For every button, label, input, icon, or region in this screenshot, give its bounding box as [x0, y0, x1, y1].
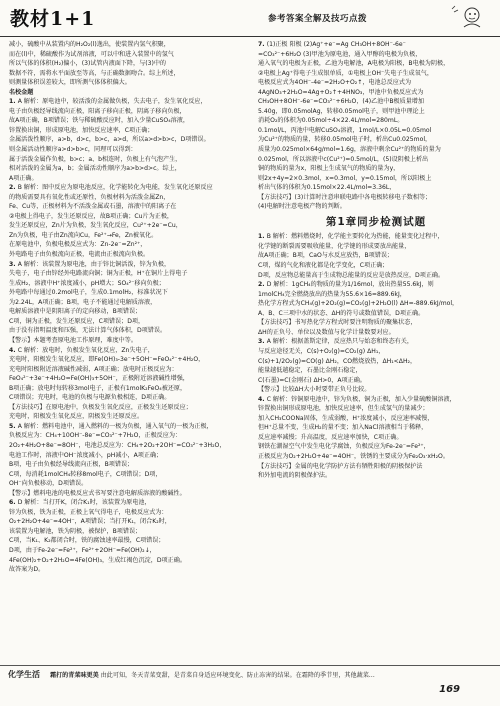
line-text: 【方法技巧】金属的电化学防护方法有牺牲阳极的阴极保护法: [258, 462, 423, 470]
text-line: [258, 107, 494, 116]
text-line: [258, 50, 494, 59]
text-line: [258, 299, 494, 308]
text-line: [9, 517, 245, 526]
text-line: [9, 556, 245, 565]
text-line: [258, 251, 494, 260]
right-column-top: [258, 40, 494, 211]
footer-body: 由此可知，冬天青菜变甜，是青菜自身适应环境变化、防止冻害的结果。在霜降的季节里，其他蔬菜…: [100, 672, 375, 679]
left-column: [9, 40, 245, 575]
text-line: [9, 451, 245, 460]
text-line: [258, 97, 494, 106]
text-line: [9, 183, 245, 192]
text-line: [9, 288, 245, 297]
line-text: 铜的物质的量为x，阳极上生成氧气的物质的量为y，: [258, 165, 400, 173]
cartoon-ornament-icon: [444, 3, 488, 33]
line-text: 为Cu²⁺的物质的量，转移0.05mol电子时，析出Cu0.025mol，: [258, 136, 432, 144]
text-line: [9, 527, 245, 536]
text-line: [258, 202, 494, 211]
text-line: [258, 155, 494, 164]
item-label: 3.: [9, 260, 18, 268]
text-line: [9, 69, 245, 78]
text-line: [9, 202, 245, 211]
text-line: [9, 231, 245, 240]
right-column: [258, 40, 494, 481]
line-text: 【警示】燃料电池的电极反应式书写要注意电解质溶液的酸碱性。: [9, 489, 186, 497]
line-text: 加入CH₃COONa固体，生成弱酸，H⁺浓度减小，反应速率减慢，: [258, 414, 434, 422]
line-text: 消耗O₂的体积为0.05mol÷4×22.4L/mol=280mL。: [258, 117, 404, 125]
line-text: 0.1mol/L，丙池中电解CuSO₄溶液，1mol/L×0.05L=0.05mol: [258, 126, 432, 134]
line-text: ②电极上得电子，发生还原反应，故B项正确；Cu片为正极，: [9, 212, 174, 220]
text-line: [9, 135, 245, 144]
line-text: 电解质溶液中是阴阳离子的定向移动，B项错误；: [9, 308, 142, 316]
text-line: [258, 442, 494, 451]
line-text: 锌置换出铜，形成原电池，加快反应速率，C项正确；: [9, 126, 154, 134]
line-text: 反应速率减慢；升高温度，反应速率加快，C项正确。: [258, 433, 403, 441]
line-text: 4AgNO₃+2H₂O=4Ag+O₂↑+4HNO₃，甲池中负极反应式为: [258, 88, 424, 96]
item-label: 1.: [258, 233, 267, 241]
item-label: 名校金题: [9, 88, 34, 96]
line-text: 为2.24L，A项正确；B项，电子不能通过电解质溶液，: [9, 298, 157, 306]
text-line: [9, 107, 245, 116]
line-text: A 解析：该装置为原电池，由于锌比铜活泼，锌为负极，: [17, 260, 171, 268]
line-text: 而在(l)中，稀硫酸作为试剂溶液，可以中和进入装置中的氢气: [9, 50, 174, 58]
line-text: D 解析：1gCH₄的物质的量为1/16mol，放出热量55.6kJ，则: [266, 281, 434, 289]
text-line: [258, 347, 494, 356]
line-text: 1molCH₄完全燃烧放出的热量为55.6×16=889.6kJ，: [258, 290, 406, 298]
line-text: 电子由负极经导线流向正极，阳离子移向正极，阴离子移向负极，: [9, 107, 186, 115]
header-title: 参考答案全解及技巧点拨: [268, 14, 368, 24]
line-text: Fe、Cu等，正极材料为不活泼金属或石墨，溶液中的阳离子在: [9, 203, 177, 211]
line-text: 充电时，阳极发生氧化反应，即Fe(OH)₃-3e⁻+5OH⁻=FeO₄²⁻+4H₂O，: [9, 356, 205, 364]
text-line: [9, 250, 245, 259]
text-line: [9, 317, 245, 326]
line-text: 充电时，阳极发生氧化反应，阴极发生还原反应。: [9, 413, 144, 421]
line-text: 生成H₂，溶液中H⁺浓度减小，pH增大；SO₄²⁻移向负极；: [9, 279, 165, 287]
text-line: [258, 193, 494, 202]
text-line: [258, 183, 494, 192]
line-text: 属于活泼金属作负极，b>c；a、b相连时，负极上有气泡产生，: [9, 155, 182, 163]
item-label: 1.: [9, 98, 18, 106]
text-line: [9, 365, 245, 374]
line-text: C项，每消耗1molCH₄转移8mol电子，C项错误；D项，: [9, 470, 162, 478]
text-line: [9, 346, 245, 355]
line-text: 故A项正确；B项，CaO与水反应放热，B项错误；: [258, 252, 394, 260]
line-text: 【方法技巧】书写热化学方程式时要注明物质的聚集状态，: [258, 319, 417, 327]
line-text: 【方法技巧】(3)计算时注意串联电路中各电极转移电子数相等；: [258, 193, 432, 201]
line-text: 析出气体的体积为0.15mol×22.4L/mol=3.36L，: [258, 184, 396, 192]
text-line: [258, 328, 494, 337]
text-line: [258, 126, 494, 135]
line-text: 但H⁺总量不变，生成H₂的量不变；加入NaCl溶液相当于稀释，: [258, 424, 428, 432]
line-text: B项正确；放电时每转移3mol电子，正极有1molK₂FeO₄被还原，: [9, 384, 187, 392]
line-text: 电极反应式为4OH⁻-4e⁻=2H₂O+O₂↑，电池总反应式为: [258, 79, 412, 87]
line-text: 充电时阳极附近溶液碱性减弱，A项正确；放电时正极反应为：: [9, 365, 178, 373]
text-line: [9, 479, 245, 488]
line-text: 电池工作时，溶液中OH⁻浓度减小，pH减小，A项正确；: [9, 451, 163, 459]
line-text: 质量为0.025mol×64g/mol=1.6g，溶液中剩余Cu²⁺的物质的量为: [258, 146, 441, 154]
text-line: [9, 88, 245, 97]
text-line: [258, 385, 494, 394]
line-text: 由于没有指明温度和压强，无法计算气体体积，D项错误。: [9, 327, 167, 335]
line-text: D项，反应物总能量高于生成物总能量的反应是放热反应，D项正确。: [258, 271, 445, 279]
text-line: [9, 126, 245, 135]
line-text: 则金属活动性顺序a>d>b>c，同理可以得到：: [9, 146, 137, 154]
text-line: [258, 395, 494, 404]
line-text: 2O₂+4H₂O+8e⁻=8OH⁻，电池总反应为：CH₄+2O₂+2OH⁻=CO₃²⁻+3H₂O，: [9, 441, 226, 449]
text-line: [258, 261, 494, 270]
text-line: [9, 498, 245, 507]
text-line: [258, 290, 494, 299]
line-text: B项，电子由负极经导线流向正极，B项错误；: [9, 461, 134, 469]
text-line: [9, 489, 245, 498]
text-line: [9, 441, 245, 450]
line-text: =CO₃²⁻+6H₂O (3)甲池为原电池，通入甲醇的电极为负极，: [258, 50, 422, 58]
line-text: A、B、C三项中水的状态、ΔH的符号或数值错误，D项正确。: [258, 309, 425, 317]
line-text: C(石墨)=C(金刚石) ΔH>0，A项正确。: [258, 376, 366, 384]
footer-sidebar-text: [50, 671, 430, 680]
line-text: C项错误；充电时，电池的负极与电源负极相连，D项正确。: [9, 394, 171, 402]
line-text: 该装置为电解池，铁为阴极，被保护，B项错误；: [9, 527, 142, 535]
text-line: [9, 336, 245, 345]
text-line: [258, 471, 494, 480]
text-line: [9, 193, 245, 202]
text-line: [9, 508, 245, 517]
line-text: C项，铜为正极，发生还原反应，C项错误；D项，: [9, 317, 145, 325]
text-line: [9, 97, 245, 106]
line-text: 相对活泼的金属为a，b；金属活动性顺序为a>b>d>c。综上，: [9, 165, 181, 173]
line-text: C(s)+1/2O₂(g)=CO(g) ΔH₂，CO燃烧放热，ΔH₁<ΔH₂，: [258, 357, 417, 365]
item-label: 4.: [258, 395, 267, 403]
line-text: 锌为负极，铁为正极，正极上氧气得电子，电极反应式为：: [9, 508, 168, 516]
line-text: 锌置换出铜形成原电池，加快反应速率，但生成氢气的量减少；: [258, 405, 429, 413]
line-text: Zn为负极，电子由Zn流向Cu，Fe²⁺→Fe，Zn被氧化。: [9, 231, 158, 239]
text-line: [258, 280, 494, 289]
text-line: [9, 355, 245, 364]
section-title: 第1章同步检测试题: [325, 216, 427, 229]
text-line: [9, 470, 245, 479]
page-footer: [0, 665, 500, 706]
text-line: [258, 116, 494, 125]
line-text: (1)正极 阳极 (2)Ag⁺+e⁻=Ag CH₃OH+8OH⁻-6e⁻: [266, 41, 406, 48]
text-line: [9, 260, 245, 269]
text-line: [9, 374, 245, 383]
line-text: CH₃OH+8OH⁻-6e⁻=CO₃²⁻+6H₂O，(4)乙池中B极质量增加: [258, 98, 424, 106]
text-line: [9, 460, 245, 469]
line-text: C 解析：锌铜原电池中，锌为负极，铜为正极，加入少量硫酸铜溶液，: [266, 395, 456, 403]
text-line: [9, 116, 245, 125]
line-text: B 解析：图中反应为原电池反应，化学能转化为电能，发生氧化还原反应: [17, 184, 213, 192]
text-line: [258, 404, 494, 413]
page-number: 169: [439, 684, 460, 695]
text-line: [9, 384, 245, 393]
item-label: 2.: [258, 281, 267, 289]
text-line: [9, 40, 245, 49]
line-text: 化学键的断裂需要吸收能量，化学键的形成要放出能量，: [258, 242, 411, 250]
text-line: [258, 433, 494, 442]
line-text: 的物质需要具有氧化性或还原性，负极材料为活泼金属Zn，: [9, 193, 170, 201]
text-line: [258, 309, 494, 318]
text-line: [9, 546, 245, 555]
line-text: 外电路中每通过0.2mol电子，生成0.1molH₂，标准状况下: [9, 289, 168, 297]
page-header: [0, 0, 500, 37]
line-text: 减小，硫酸中从装置内的H₂O₂(l)逸出，使装置内氢气积聚，: [9, 41, 170, 48]
text-line: [9, 164, 245, 173]
text-line: [258, 59, 494, 68]
text-line: [258, 462, 494, 471]
line-text: 和外加电流的阴极保护法。: [258, 472, 332, 480]
line-text: 【方法技巧】在原电池中，负极发生氧化反应，正极发生还原反应；: [9, 403, 192, 411]
text-line: [258, 135, 494, 144]
text-line: [258, 414, 494, 423]
text-line: [9, 212, 245, 221]
line-text: 外电路电子由负极流向正极，电流由正极流向负极。: [9, 251, 150, 259]
line-text: (4)电解时注意电极产物的判断。: [258, 203, 346, 211]
line-text: 则2x+4y=2×0.3mol，x=0.3mol，y=0.15mol，所以阳极上: [258, 174, 432, 182]
text-line: [9, 307, 245, 316]
item-label: 6.: [9, 499, 18, 507]
line-text: A项正确。: [9, 174, 38, 182]
line-text: B 解析：燃料燃烧时，化学能主要转化为热能，能量变化过程中，: [266, 233, 444, 241]
line-text: A 解析：根据盖斯定律，反应热只与始态和终态有关，: [266, 338, 413, 346]
text-line: [258, 376, 494, 385]
right-column-bottom: [258, 232, 494, 480]
text-line: [258, 232, 494, 241]
line-text: C项，煤的气化和液化都是化学变化，C项正确；: [258, 262, 389, 270]
text-line: [258, 366, 494, 375]
line-text: 能量越低越稳定，石墨比金刚石稳定，: [258, 367, 362, 375]
text-line: [258, 78, 494, 87]
line-text: 发生还原反应，Zn片为负极，发生氧化反应，Cu²⁺+2e⁻=Cu，: [9, 222, 182, 230]
footer-column-logo: 化学生活: [8, 669, 40, 679]
text-line: [9, 536, 245, 545]
text-line: [258, 69, 494, 78]
line-text: A 解析：原电池中，较活泼的金属做负极，失去电子，发生氧化反应，: [17, 98, 207, 106]
text-line: [258, 271, 494, 280]
text-line: [9, 145, 245, 154]
line-text: 故A项正确，B项错误；铁与稀硫酸反应时，加入少量CuSO₄溶液，: [9, 117, 189, 125]
text-line: [9, 431, 245, 440]
line-text: D 解析：当打开K，闭合K₁时，该装置为原电池，: [17, 499, 151, 507]
line-text: 负极反应为：CH₄+10OH⁻-8e⁻=CO₃²⁻+7H₂O，正极反应为：: [9, 432, 182, 440]
text-line: [258, 337, 494, 346]
footer-heading: 霜打的青菜味更美: [50, 672, 99, 679]
text-line: [258, 357, 494, 366]
line-text: D项，由于Fe-2e⁻=Fe²⁺，Fe²⁺+2OH⁻=Fe(OH)₂↓，: [9, 546, 156, 554]
item-label: 3.: [258, 338, 267, 346]
line-text: 【警示】本题考查原电池工作原理，难度中等。: [9, 336, 137, 344]
item-label: 2.: [9, 184, 18, 192]
text-line: [9, 269, 245, 278]
text-line: [9, 155, 245, 164]
item-label: 7.: [258, 41, 267, 48]
line-text: 数据不符，需将水平面放至等高，与正确数据吻合。综上所述，: [9, 69, 180, 77]
text-line: [9, 412, 245, 421]
text-line: [258, 174, 494, 183]
line-text: 与反应途径无关，C(s)+O₂(g)=CO₂(g) ΔH₁，: [258, 347, 385, 355]
line-text: 5.40g，即0.05molAg，转移0.05mol电子，则甲池中理论上: [258, 107, 425, 115]
line-text: 钢铁在潮湿空气中发生电化学腐蚀，负极反应为Fe-2e⁻=Fe²⁺，: [258, 443, 430, 451]
line-text: 0.025mol，所以溶液中c(Cu²⁺)=0.5mol/L，(5)设阴极上析出: [258, 155, 429, 163]
line-text: A 解析：燃料电池中，通入燃料的一极为负极，通入氧气的一极为正极，: [17, 422, 213, 430]
line-text: C 解析：放电时，负极发生氧化反应，Zn失电子，: [17, 346, 154, 354]
line-text: 热化学方程式为CH₄(g)+2O₂(g)=CO₂(g)+2H₂O(l) ΔH=-889.6kJ/mol，: [258, 300, 459, 308]
text-line: [9, 59, 245, 68]
item-label: 4.: [9, 346, 18, 354]
item-label: 5.: [9, 422, 18, 430]
text-line: [9, 221, 245, 230]
text-line: [9, 422, 245, 431]
line-text: O₂+2H₂O+4e⁻=4OH⁻，A项错误；当打开K₁，闭合K₂时，: [9, 518, 171, 526]
line-text: OH⁻向负极移动，D项错误。: [9, 480, 88, 488]
line-text: C项，当K₁、K₂都闭合时，铁的腐蚀速率最慢，C项错误；: [9, 537, 165, 545]
text-line: [258, 145, 494, 154]
line-text: ΔH的正负号、单位以及数值与化学计量数要对应。: [258, 328, 395, 336]
text-line: [258, 318, 494, 327]
text-line: [9, 326, 245, 335]
text-line: [9, 279, 245, 288]
text-line: [9, 174, 245, 183]
line-text: 所以气体的体积(H₂)偏小，(3)试管内液面下降，与(3)中的: [9, 60, 167, 68]
text-line: [9, 240, 245, 249]
text-line: [9, 565, 245, 574]
text-line: [258, 88, 494, 97]
text-line: [258, 164, 494, 173]
line-text: ②电极上Ag⁺得电子生成银单质，①电极上OH⁻失电子生成氧气，: [258, 69, 433, 77]
text-line: [258, 452, 494, 461]
text-line: [9, 50, 245, 59]
line-text: 通入氧气的电极为正极，乙池为电解池，A电极为阳极，B电极为阴极，: [258, 60, 450, 68]
text-line: [9, 78, 245, 87]
line-text: FeO₄²⁻+3e⁻+4H₂O=Fe(OH)₃+5OH⁻，正极附近溶液碱性增强，: [9, 375, 189, 383]
text-line: [9, 403, 245, 412]
text-line: [9, 298, 245, 307]
line-text: 【警示】比较ΔH大小时要带正负号比较。: [258, 386, 371, 394]
line-text: 故答案为D。: [9, 566, 45, 574]
line-text: 金属活泼性顺序，a>b，d>c，b>c，a>d，所以a>d>b>c，D项错误。: [9, 136, 210, 144]
line-text: 正极反应为O₂+2H₂O+4e⁻=4OH⁻，铁锈的主要成分为Fe₂O₃·xH₂O。: [258, 452, 449, 460]
text-line: [9, 393, 245, 402]
text-line: [258, 40, 494, 49]
text-line: [258, 242, 494, 251]
book-brand-logo: 教材1+1: [10, 8, 96, 30]
line-text: 失电子，电子由锌经外电路流向铜；铜为正极，H⁺在铜片上得电子: [9, 270, 188, 278]
text-line: [258, 423, 494, 432]
line-text: 在原电池中，负极电极反应式为：Zn-2e⁻=Zn²⁺，: [9, 241, 147, 249]
line-text: 则测量体积误差较大，即所测气体体积偏大。: [9, 79, 131, 87]
line-text: 4Fe(OH)₂+O₂+2H₂O=4Fe(OH)₃，生成红褐色沉淀，D项正确。: [9, 556, 186, 564]
